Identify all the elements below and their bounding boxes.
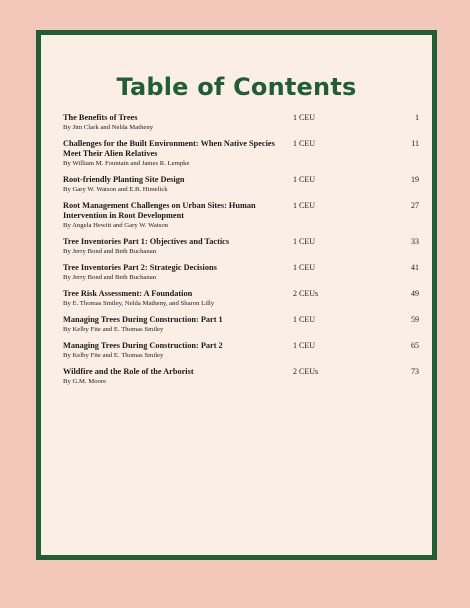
entry-authors: By Kelby Fite and E. Thomas Smiley (63, 326, 164, 333)
entry-title: The Benefits of Trees (63, 113, 138, 122)
entry-page-number: 49 (411, 289, 419, 298)
entry-ceu: 1 CEU (293, 113, 315, 122)
entry-authors: By Kelby Fite and E. Thomas Smiley (63, 352, 164, 359)
toc-entry[interactable] (63, 237, 419, 256)
entry-page-number: 1 (415, 113, 419, 122)
toc-entry[interactable] (63, 341, 419, 360)
entry-authors: By William M. Fountain and James R. Lempke (63, 160, 190, 167)
entry-ceu: 1 CEU (293, 341, 315, 350)
entry-ceu: 2 CEUs (293, 367, 319, 376)
entry-authors: By Gary W. Watson and E.B. Himelick (63, 186, 168, 193)
entry-ceu: 1 CEU (293, 201, 315, 210)
entry-ceu: 1 CEU (293, 263, 315, 272)
entry-page-number: 73 (411, 367, 419, 376)
toc-entry[interactable] (63, 315, 419, 334)
entry-authors: By Jerry Bond and Beth Buchanan (63, 248, 157, 255)
entry-page-number: 33 (411, 237, 419, 246)
toc-entry[interactable] (63, 367, 419, 386)
entry-ceu: 1 CEU (293, 139, 315, 148)
entry-title: Managing Trees During Construction: Part 1 (63, 315, 223, 324)
entry-authors: By Angela Hewitt and Gary W. Watson (63, 222, 169, 229)
entry-authors: By Jerry Bond and Beth Buchanan (63, 274, 157, 281)
entry-title: Root-friendly Planting Site Design (63, 175, 185, 184)
entry-ceu: 2 CEUs (293, 289, 319, 298)
entry-title: Root Management Challenges on Urban Sites: Human Intervention in Root Development (63, 201, 256, 220)
entry-title: Managing Trees During Construction: Part 2 (63, 341, 223, 350)
toc-entry[interactable] (63, 263, 419, 282)
entry-page-number: 27 (411, 201, 419, 210)
entry-title: Challenges for the Built Environment: When Native Species Meet Their Alien Relatives (63, 139, 275, 158)
entry-page-number: 41 (411, 263, 419, 272)
toc-entry[interactable] (63, 113, 419, 132)
entry-page-number: 59 (411, 315, 419, 324)
toc-entry[interactable] (63, 201, 419, 230)
entry-authors: By E. Thomas Smiley, Nelda Matheny, and Sharon Lilly (63, 300, 215, 307)
entry-ceu: 1 CEU (293, 237, 315, 246)
toc-list (63, 113, 419, 393)
entry-title: Wildfire and the Role of the Arborist (63, 367, 194, 376)
page-title: Table of Contents (116, 73, 357, 101)
contents-panel (36, 30, 437, 560)
entry-authors: By Jim Clark and Nelda Matheny (63, 124, 154, 131)
entry-authors: By G.M. Moore (63, 378, 107, 385)
toc-entry[interactable] (63, 289, 419, 308)
entry-page-number: 19 (411, 175, 419, 184)
toc-entry[interactable] (63, 175, 419, 194)
entry-ceu: 1 CEU (293, 315, 315, 324)
entry-page-number: 11 (411, 139, 419, 148)
entry-title: Tree Inventories Part 1: Objectives and Tactics (63, 237, 230, 246)
toc-entry[interactable] (63, 139, 419, 168)
entry-ceu: 1 CEU (293, 175, 315, 184)
entry-title: Tree Inventories Part 2: Strategic Decisions (63, 263, 217, 272)
entry-title: Tree Risk Assessment: A Foundation (63, 289, 193, 298)
entry-page-number: 65 (411, 341, 419, 350)
